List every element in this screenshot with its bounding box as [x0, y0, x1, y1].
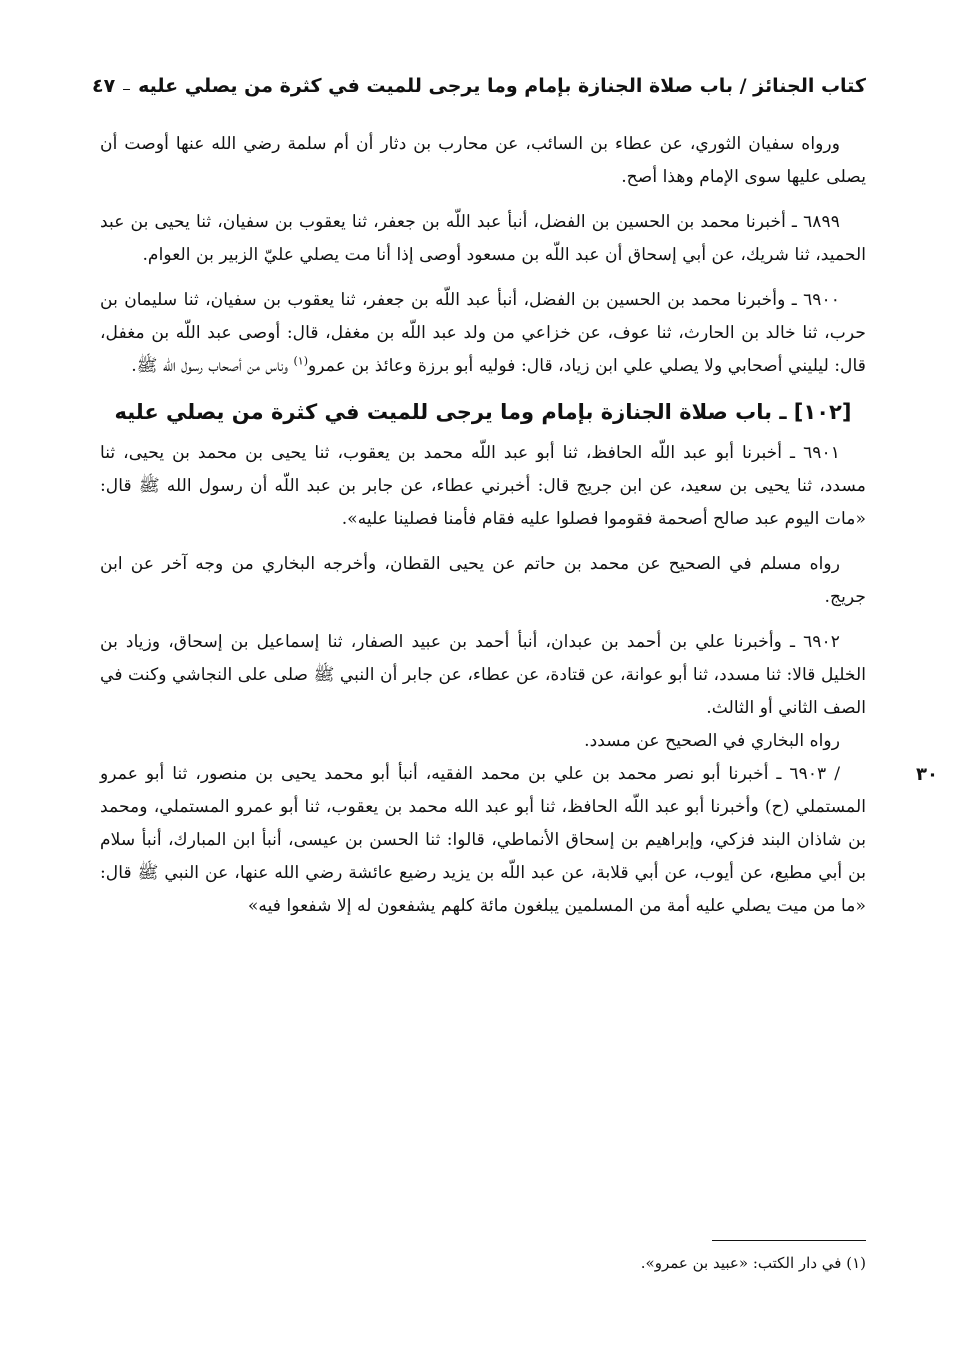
chapter-heading: [١٠٢] ـ باب صلاة الجنازة بإمام وما يرجى للميت في كثرة من يصلي عليه	[114, 400, 852, 424]
paragraph-riwaya-bukhari: رواه البخاري في الصحيح عن مسدد.	[584, 731, 840, 751]
footnote-rule	[712, 1240, 866, 1241]
running-header	[92, 66, 866, 106]
paragraph-riwaya-muslim: رواه مسلم في الصحيح عن محمد بن حاتم عن يحيى القطان، وأخرجه البخاري من وجه آخر عن ابن جريج.	[100, 554, 866, 607]
header-rule	[123, 89, 130, 90]
footnote-marker: (١)	[293, 354, 308, 368]
paragraph-hadith-6903: / ٦٩٠٣ ـ أخبرنا أبو نصر محمد بن علي بن محمد الفقيه، أنبأ أبو محمد يحيى بن منصور، ثنا أبو عمرو المستملي (ح) وأخبرنا أبو عبد اللّه الحافظ، ثنا أبو عبد الله محمد بن يعقوب، ثنا أبو عمرو المستملي، ومحمد بن شاذان البند فزكي، وإبراهيم بن إسحاق الأنماطي، قالوا: ثنا الحسن بن عيسى، أنبأ ابن المبارك، أنبأ سلام بن أبي مطيع، عن أيوب، عن أبي قلابة، عن عبد اللّه بن يزيد رضيع عائشة رضي الله عنها، عن النبي ﷺ قال: «ما من ميت يصلي عليه أمة من المسلمين يبلغون مائة كلهم يشفعون له إلا شفعوا فيه»	[100, 764, 866, 916]
paragraph-hadith-6899: ٦٨٩٩ ـ أخبرنا محمد بن الحسين بن الفضل، أنبأ عبد اللّه بن جعفر، ثنا يعقوب بن سفيان، ثنا يحيى بن عبد الحميد، ثنا شريك، عن أبي إسحاق أن عبد اللّه بن مسعود أوصى إذا أنا مت يصلي عليّ الزبير بن العوام.	[100, 212, 866, 265]
paragraph-hadith-6900-text: ٦٩٠٠ ـ وأخبرنا محمد بن الحسين بن الفضل، أنبأ عبد اللّه بن جعفر، ثنا يعقوب بن سفيان، ثنا سليمان بن حرب، ثنا خالد بن الحارث، ثنا عوف، عن خزاعي من ولد عبد اللّه بن مغفل، قال: أوصى عبد اللّه بن مغفل، قال: ليليني أصحابي ولا يصلي علي ابن زياد، قال: فوليه أبو برزة وعائذ بن عمرو	[100, 290, 866, 376]
paragraph-hadith-6900-end: وناس من أصحاب رسول الله ﷺ.	[131, 356, 294, 376]
paragraph-riwaya-sufyan: ورواه سفيان الثوري، عن عطاء بن السائب، عن محارب بن دثار أن أم سلمة رضي الله عنها أوصت أن يصلى عليها سوى الإمام وهذا أصح.	[100, 134, 866, 187]
paragraph-hadith-6900	[100, 284, 866, 383]
paragraph-hadith-6902: ٦٩٠٢ ـ وأخبرنا علي بن أحمد بن عبدان، أنبأ أحمد بن عبيد الصفار، ثنا إسماعيل بن إسحاق، وزياد بن الخليل قالا: ثنا مسدد، ثنا أبو عوانة، عن قتادة، عن عطاء، عن جابر أن النبي ﷺ صلى على النجاشي وكنت في الصف الثاني أو الثالث.	[100, 632, 866, 718]
footnote: (١) في دار الكتب: «عبيد بن عمرو».	[640, 1254, 866, 1272]
margin-page-number: ٣٠	[916, 764, 938, 785]
paragraph-hadith-6903-wrap	[100, 758, 938, 923]
header-title: كتاب الجنائز / باب صلاة الجنازة بإمام وما يرجى للميت في كثرة من يصلي عليه	[138, 75, 866, 97]
page-number: ٤٧	[92, 75, 116, 97]
page-body	[100, 128, 938, 923]
paragraph-hadith-6901: ٦٩٠١ ـ أخبرنا أبو عبد اللّه الحافظ، ثنا أبو عبد اللّه محمد بن يعقوب، ثنا يحيى بن محمد بن يحيى، ثنا مسدد، ثنا يحيى بن سعيد، عن ابن جريج قال: أخبرني عطاء، عن جابر بن عبد اللّه أن رسول الله ﷺ قال: «مات اليوم عبد صالح أصحمة فقوموا فصلوا عليه فقام فأمنا فصلينا عليه».	[100, 443, 866, 529]
